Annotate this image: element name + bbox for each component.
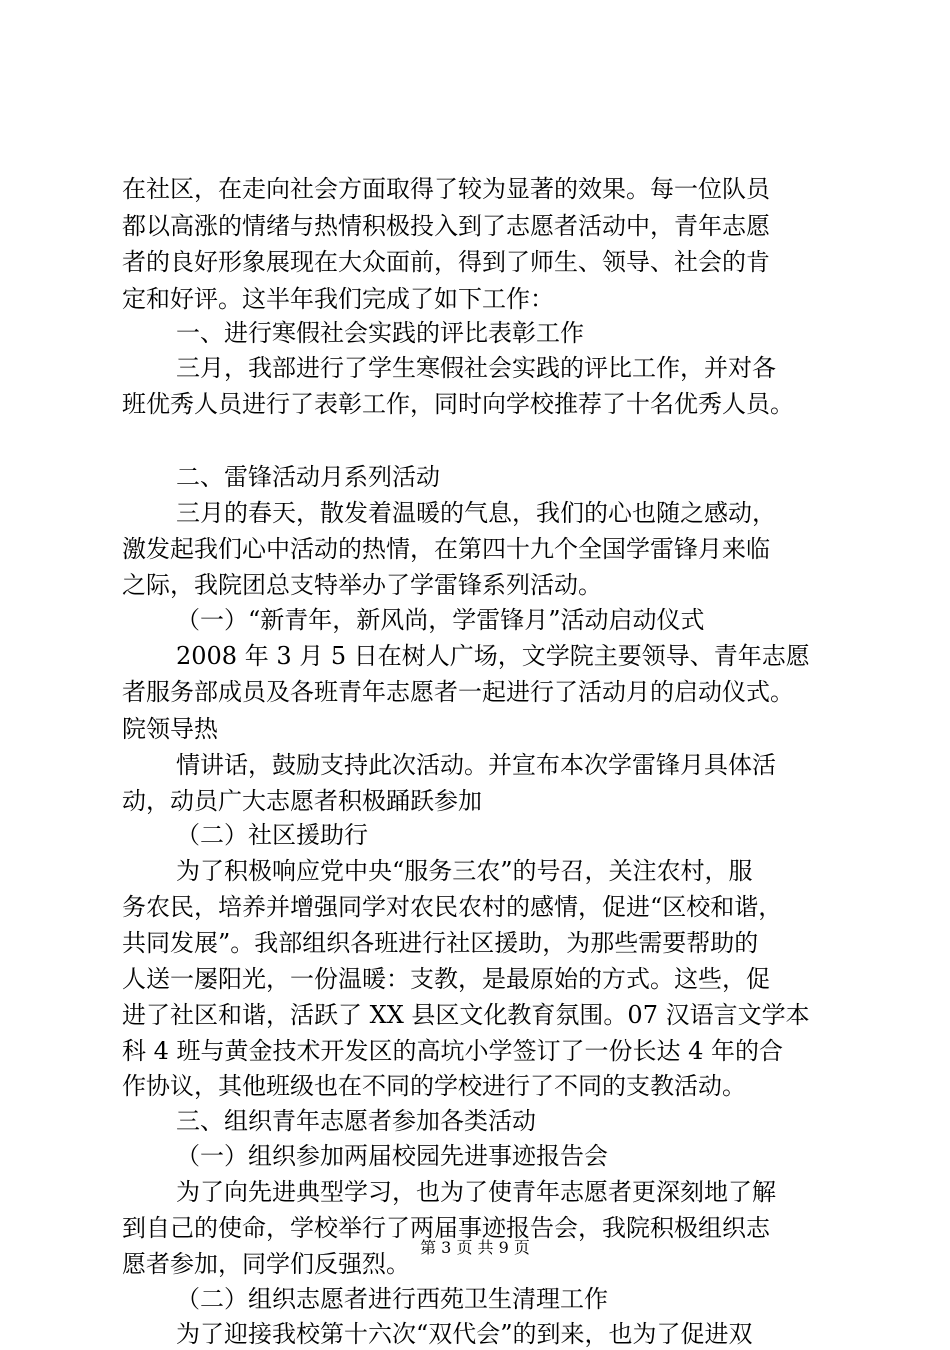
section-heading: 三、组织青年志愿者参加各类活动 bbox=[176, 1107, 536, 1135]
paragraph-line: 作协议，其他班级也在不同的学校进行了不同的支教活动。 bbox=[122, 1072, 746, 1100]
paragraph-line: 2008 年 3 月 5 日在树人广场，文学院主要领导、青年志愿 bbox=[176, 642, 810, 670]
paragraph-line: 情讲话，鼓励支持此次活动。并宣布本次学雷锋月具体活 bbox=[176, 751, 776, 779]
paragraph-line: 三月的春天，散发着温暖的气息，我们的心也随之感动， bbox=[176, 499, 776, 527]
paragraph-line: 为了迎接我校第十六次“双代会”的到来，也为了促进双 bbox=[176, 1320, 753, 1348]
paragraph-line: 人送一屡阳光，一份温暖：支教，是最原始的方式。这些，促 bbox=[122, 965, 770, 993]
paragraph-line: 为了积极响应党中央“服务三农”的号召，关注农村，服 bbox=[176, 857, 753, 885]
paragraph-line: 者服务部成员及各班青年志愿者一起进行了活动月的启动仪式。 bbox=[122, 678, 794, 706]
subsection-heading: （二）社区援助行 bbox=[176, 821, 368, 849]
paragraph-line: 动，动员广大志愿者积极踊跃参加 bbox=[122, 787, 482, 815]
paragraph-line: 愿者参加，同学们反强烈。 bbox=[122, 1250, 410, 1278]
paragraph-line: 进了社区和谐，活跃了 XX 县区文化教育氛围。07 汉语言文学本 bbox=[122, 1001, 810, 1029]
paragraph-line: 科 4 班与黄金技术开发区的高坑小学签订了一份长达 4 年的合 bbox=[122, 1037, 784, 1065]
paragraph-line: 共同发展”。我部组织各班进行社区援助，为那些需要帮助的 bbox=[122, 929, 759, 957]
paragraph-line: 激发起我们心中活动的热情，在第四十九个全国学雷锋月来临 bbox=[122, 535, 770, 563]
paragraph-line: 三月，我部进行了学生寒假社会实践的评比工作，并对各 bbox=[176, 354, 776, 382]
paragraph-line: 定和好评。这半年我们完成了如下工作： bbox=[122, 285, 554, 313]
paragraph-line: 到自己的使命，学校举行了两届事迹报告会，我院积极组织志 bbox=[122, 1214, 770, 1242]
paragraph-line: 者的良好形象展现在大众面前，得到了师生、领导、社会的肯 bbox=[122, 248, 770, 276]
section-heading: 二、雷锋活动月系列活动 bbox=[176, 463, 440, 491]
subsection-heading: （二）组织志愿者进行西苑卫生清理工作 bbox=[176, 1285, 608, 1313]
paragraph-line: 为了向先进典型学习，也为了使青年志愿者更深刻地了解 bbox=[176, 1178, 776, 1206]
paragraph-line: 之际，我院团总支特举办了学雷锋系列活动。 bbox=[122, 571, 602, 599]
paragraph-line: 都以高涨的情绪与热情积极投入到了志愿者活动中，青年志愿 bbox=[122, 212, 770, 240]
paragraph-line: 班优秀人员进行了表彰工作，同时向学校推荐了十名优秀人员。 bbox=[122, 390, 794, 418]
section-heading: 一、进行寒假社会实践的评比表彰工作 bbox=[176, 319, 584, 347]
subsection-heading: （一）组织参加两届校园先进事迹报告会 bbox=[176, 1142, 608, 1170]
paragraph-line: 院领导热 bbox=[122, 715, 218, 743]
paragraph-line: 在社区，在走向社会方面取得了较为显著的效果。每一位队员 bbox=[122, 175, 770, 203]
paragraph-line: 务农民，培养并增强同学对农民农村的感情，促进“区校和谐， bbox=[122, 893, 783, 921]
subsection-heading: （一）“新青年，新风尚，学雷锋月”活动启动仪式 bbox=[176, 606, 705, 634]
page-footer: 第 3 页 共 9 页 bbox=[420, 1238, 530, 1257]
